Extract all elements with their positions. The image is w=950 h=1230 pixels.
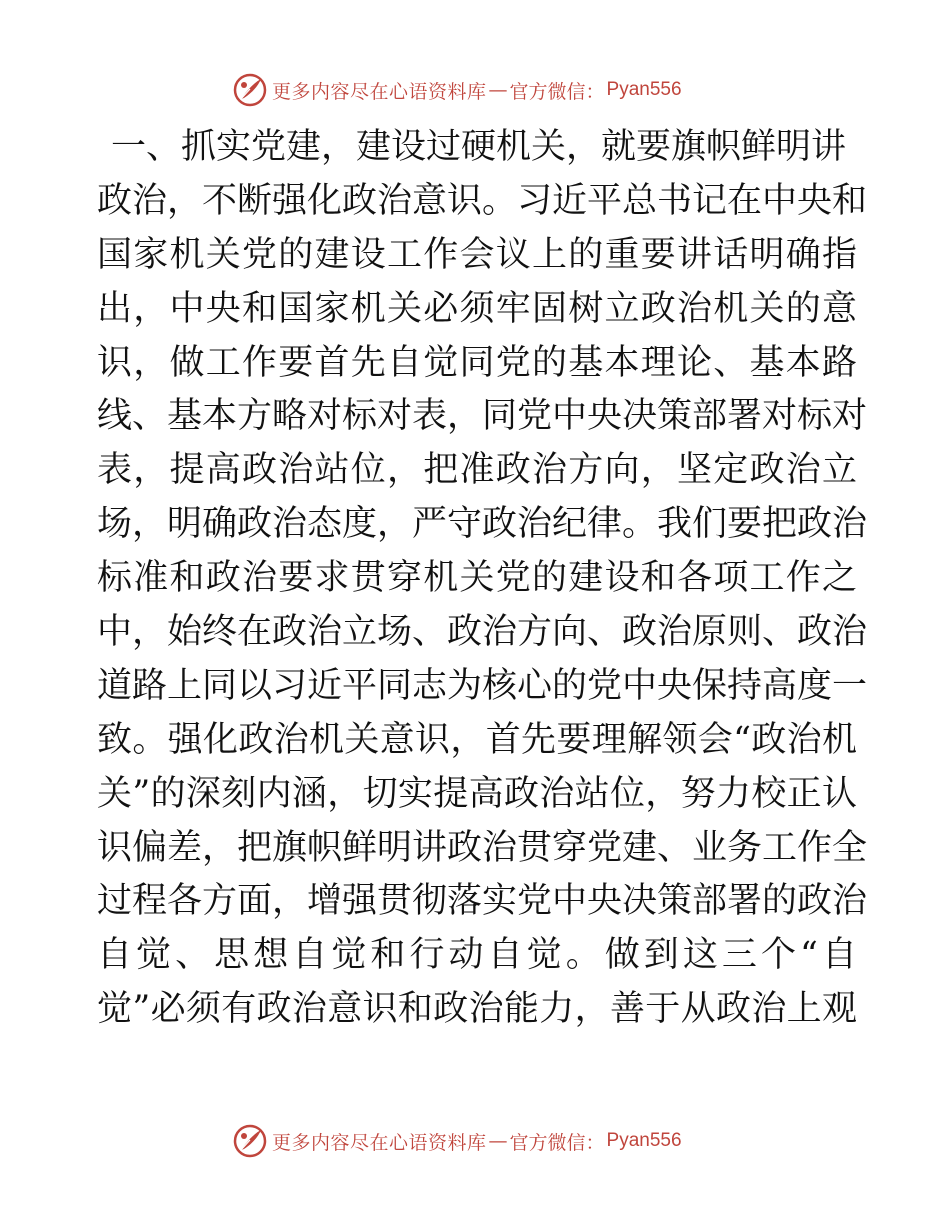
text-line: 线、基本方略对标对表，同党中央决策部署对标对 <box>97 396 868 437</box>
text-line: 觉”必须有政治意识和政治能力，善于从政治上观 <box>97 989 857 1030</box>
text-line: 场，明确政治态度，严守政治纪律。我们要把政治 <box>97 504 868 545</box>
banner-wechat-label: 官方微信： <box>509 80 605 103</box>
banner-wechat-label: 官方微信： <box>509 1131 605 1154</box>
text-line: 标准和政治要求贯穿机关党的建设和各项工作之 <box>97 558 857 599</box>
feather-pen-logo-icon <box>232 1123 268 1159</box>
text-line: 中，始终在政治立场、政治方向、政治原则、政治 <box>97 612 868 653</box>
text-line: 出，中央和国家机关必须牢固树立政治机关的意 <box>97 288 857 329</box>
header-banner <box>232 70 682 110</box>
text-line: 国家机关党的建设工作会议上的重要讲话明确指 <box>97 234 857 275</box>
text-line: 表，提高政治站位，把准政治方向，坚定政治立 <box>97 450 857 491</box>
text-line: 识偏差，把旗帜鲜明讲政治贯穿党建、业务工作全 <box>97 827 868 868</box>
text-line: 关”的深刻内涵，切实提高政治站位，努力校正认 <box>97 773 857 814</box>
banner-separator: — <box>488 1130 508 1152</box>
footer-banner <box>232 1121 682 1161</box>
text-line: 道路上同以习近平同志为核心的党中央保持高度一 <box>97 665 868 706</box>
body-text <box>97 121 868 1037</box>
text-line: 过程各方面，增强贯彻落实党中央决策部署的政治 <box>97 881 868 922</box>
text-line: 自觉、思想自觉和行动自觉。做到这三个“自 <box>97 935 857 976</box>
banner-wechat-id: Pyan556 <box>606 1130 682 1151</box>
banner-separator: — <box>488 79 508 101</box>
text-line: 致。强化政治机关意识，首先要理解领会“政治机 <box>97 719 857 760</box>
banner-wechat-id: Pyan556 <box>606 79 682 100</box>
feather-pen-logo-icon <box>232 72 268 108</box>
banner-text: 更多内容尽在心语资料库 <box>272 1131 487 1154</box>
text-line: 识，做工作要首先自觉同党的基本理论、基本路 <box>97 342 857 383</box>
text-line: 政治，不断强化政治意识。习近平总书记在中央和 <box>97 180 868 221</box>
banner-text: 更多内容尽在心语资料库 <box>272 80 487 103</box>
text-line: 一、抓实党建，建设过硬机关，就要旗帜鲜明讲 <box>111 127 847 167</box>
